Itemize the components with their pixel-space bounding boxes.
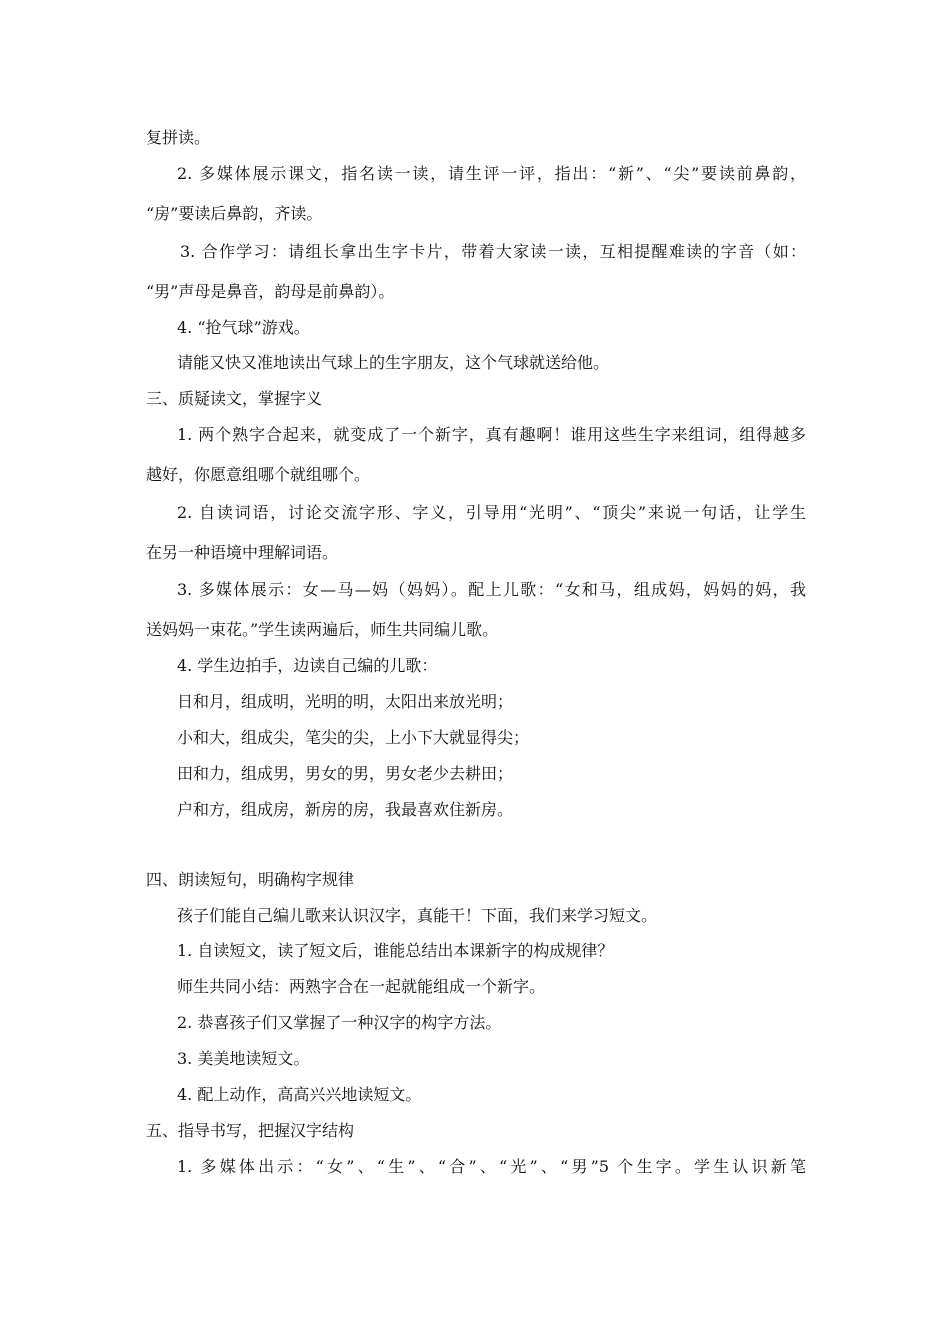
text-line: 1. 两个熟字合起来，就变成了一个新字，真有趣啊！谁用这些生字来组词，组得越多 (177, 425, 806, 444)
text-line: “男”声母是鼻音，韵母是前鼻韵）。 (146, 282, 395, 301)
verse-line: 日和月，组成明，光明的明，太阳出来放光明； (177, 692, 514, 711)
text-line: 2. 恭喜孩子们又掌握了一种汉字的构字方法。 (177, 1013, 502, 1032)
text-line: 孩子们能自己编儿歌来认识汉字，真能干！下面，我们来学习短文。 (177, 906, 658, 925)
section-heading: 五、指导书写，把握汉字结构 (146, 1121, 355, 1140)
text-line: 在另一种语境中理解词语。 (146, 543, 339, 562)
verse-line: 田和力，组成男，男女的男，男女老少去耕田； (177, 764, 514, 783)
section-heading: 四、朗读短句，明确构字规律 (146, 870, 355, 889)
text-line: 2. 自读词语，讨论交流字形、字义，引导用“光明”、“顶尖”来说一句话，让学生 (177, 503, 806, 522)
text-line: 请能又快又准地读出气球上的生字朋友，这个气球就送给他。 (177, 353, 610, 372)
text-line: 3. 美美地读短文。 (177, 1049, 310, 1068)
text-line: 1. 多媒体出示：“女”、“生”、“合”、“光”、“男”5 个生字。学生认识新笔 (177, 1157, 806, 1176)
text-line: 1. 自读短文，读了短文后，谁能总结出本课新字的构成规律？ (177, 941, 614, 960)
text-line: 3. 合作学习：请组长拿出生字卡片，带着大家读一读，互相提醒难读的字音（如： (180, 242, 806, 261)
text-line: 3. 多媒体展示：女—马—妈（妈妈）。配上儿歌：“女和马，组成妈，妈妈的妈，我 (177, 580, 806, 599)
text-line: 复拼读。 (146, 128, 211, 147)
section-heading: 三、质疑读文，掌握字义 (146, 389, 323, 408)
text-line: 越好，你愿意组哪个就组哪个。 (146, 465, 371, 484)
text-line: 4. 学生边拍手，边读自己编的儿歌： (177, 656, 438, 675)
text-line: 师生共同小结：两熟字合在一起就能组成一个新字。 (177, 977, 546, 996)
text-line: 送妈妈一束花。”学生读两遍后，师生共同编儿歌。 (146, 620, 499, 639)
text-line: 4. “抢气球”游戏。 (177, 318, 310, 337)
text-line: 4. 配上动作，高高兴兴地读短文。 (177, 1085, 422, 1104)
text-line: “房”要读后鼻韵，齐读。 (146, 204, 323, 223)
verse-line: 小和大，组成尖，笔尖的尖，上小下大就显得尖； (177, 728, 530, 747)
text-line: 2. 多媒体展示课文，指名读一读，请生评一评，指出：“新”、“尖”要读前鼻韵， (177, 164, 806, 183)
verse-line: 户和方，组成房，新房的房，我最喜欢住新房。 (177, 800, 514, 819)
